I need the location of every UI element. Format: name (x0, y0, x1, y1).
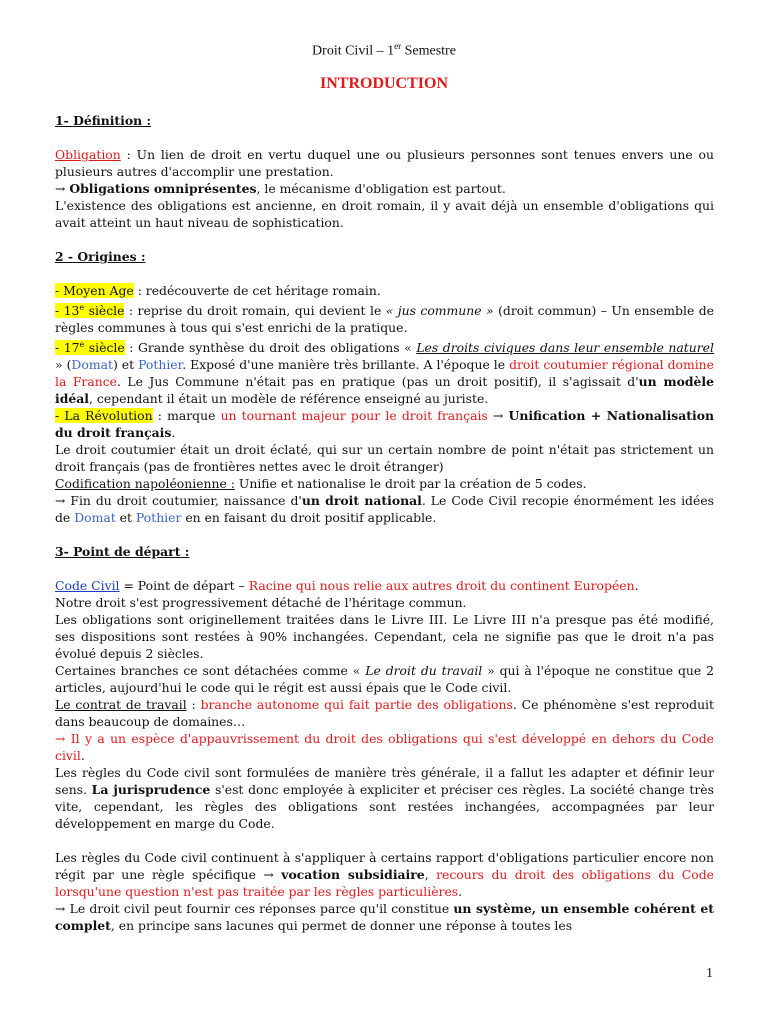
name-domat: Domat (74, 510, 116, 526)
paragraph-heritage: Notre droit s'est progressivement détaché de l'héritage commun. (55, 595, 467, 611)
highlight-moyen-age: - Moyen Age (55, 283, 134, 298)
name-domat: Domat (71, 357, 113, 373)
code-civil-link[interactable]: Code Civil (55, 578, 120, 594)
paragraph-13e-siecle: - 13e siècle : reprise du droit romain, qui devient le « jus commune » (droit commun) – Un ensemble de règles communes à tous qui s'est enrichi de la pratique. (55, 303, 714, 336)
highlight-revolution: - La Révolution (55, 408, 153, 424)
page-number: 1 (706, 966, 713, 981)
paragraph-jurisprudence: Les règles du Code civil sont formulées de manière très générale, il a fallut les adapter et définir leur sens. La jurisprudence s'est donc employée à expliciter et préciser ces règles. La société change très vite, cependant, les règles des obligations sont restées inchangées, accompagnées par leur développement en marge du Code. (55, 765, 714, 832)
paragraph-revolution: - La Révolution : marque un tournant majeur pour le droit français → Unification + Nationalisation du droit français. (55, 408, 714, 441)
highlight-17e-siecle: - 17e siècle (55, 340, 125, 356)
paragraph-vocation-subsidiaire: Les règles du Code civil continuent à s'appliquer à certains rapport d'obligations particulier encore non régit par une règle spécifique → vocation subsidiaire, recours du droit des obligations du Code lorsqu'une question n'est pas traitée par les règles particulières. (55, 850, 714, 900)
paragraph-omnipresentes: → Obligations omniprésentes, le mécanisme d'obligation est partout. (55, 181, 506, 196)
highlight-13e-siecle: - 13e siècle (55, 303, 125, 319)
paragraph-coutumier: Le droit coutumier était un droit éclaté, qui sur un certain nombre de point n'était pas strictement un droit français (pas de frontières nettes avec le droit étranger) (55, 442, 714, 475)
section-heading-point-de-depart: 3- Point de départ : (55, 544, 190, 560)
paragraph-17e-siecle: - 17e siècle : Grande synthèse du droit des obligations « Les droits civiques dans leur ensemble naturel » (Domat) et Pothier. Exposé d'une manière très brillante. A l'époque le droit coutumier régional domine la France. Le Jus Commune n'était pas en pratique (pas un droit positif), il s'agissait d'un modèle idéal, cependant il était un modèle de référence enseigné au juriste. (55, 340, 714, 407)
paragraph-code-civil: Code Civil = Point de départ – Racine qui nous relie aux autres droit du continent Européen. (55, 578, 639, 594)
paragraph-codification: Codification napoléonienne : Unifie et nationalise le droit par la création de 5 codes. (55, 476, 587, 492)
page-header: Droit Civil – 1er Semestre (312, 41, 456, 59)
paragraph-livres: Les obligations sont originellement traitées dans le Livre III. Le Livre III n'a presque pas été modifié, ses dispositions sont restées à 90% inchangées. Cependant, cela ne signifie pas que le droit n'a pas évolué depuis 2 siècles. (55, 612, 714, 662)
name-pothier: Pothier (135, 510, 182, 526)
paragraph-fin-coutumier: → Fin du droit coutumier, naissance d'un droit national. Le Code Civil recopie énormément les idées de Domat et Pothier en en faisant du droit positif applicable. (55, 493, 715, 526)
name-pothier: Pothier (138, 357, 183, 373)
paragraph-contrat-travail: Le contrat de travail : branche autonome qui fait partie des obligations. Ce phénomène s'est reproduit dans beaucoup de domaines… (55, 697, 714, 730)
section-heading-definition: 1- Définition : (55, 113, 152, 128)
paragraph-existence: L'existence des obligations est ancienne, en droit romain, il y avait déjà un ensemble d'obligations qui avait atteint un haut niveau de sophistication. (55, 198, 714, 230)
section-heading-origines: 2 - Origines : (55, 249, 146, 264)
term-obligation: Obligation (55, 147, 121, 162)
paragraph-systeme: → Le droit civil peut fournir ces réponses parce qu'il constitue un système, un ensemble cohérent et complet, en principe sans lacunes qui permet de donner une réponse à toutes les (55, 901, 714, 934)
paragraph-definition: Obligation : Un lien de droit en vertu duquel une ou plusieurs personnes sont tenues envers une ou plusieurs autres d'accomplir une prestation. (55, 147, 714, 179)
paragraph-moyen-age: - Moyen Age : redécouverte de cet héritage romain. (55, 283, 381, 298)
document-body (55, 112, 714, 934)
paragraph-appauvrissement: → Il y a un espèce d'appauvrissement du droit des obligations qui s'est développé en dehors du Code civil. (55, 731, 714, 764)
paragraph-branches: Certaines branches ce sont détachées comme « Le droit du travail » qui à l'époque ne constitue que 2 articles, aujourd'hui le code qui le régit est aussi épais que le Code civil. (55, 663, 714, 696)
document-title: INTRODUCTION (319, 75, 448, 92)
